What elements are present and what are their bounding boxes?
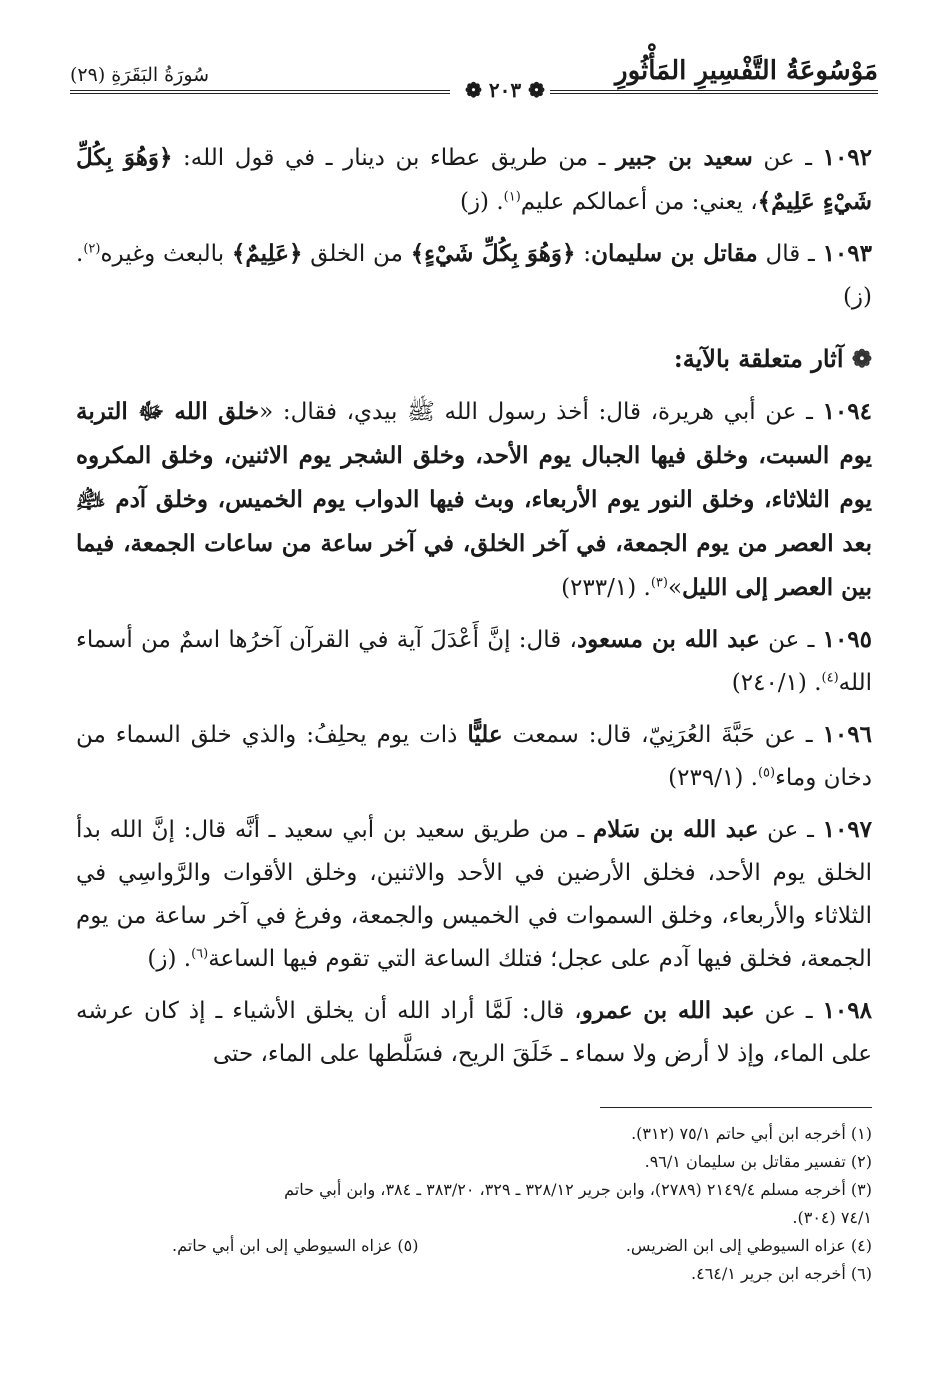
surah-title: سُورَةُ البَقَرَةِ (٢٩) xyxy=(70,64,210,86)
quran-quote: ﴿وَهُوَ بِكُلِّ شَيْءٍ عَلِيمٌ﴾ xyxy=(76,144,872,215)
narrator-name: عليًّا xyxy=(467,721,503,748)
header-rule-left xyxy=(70,90,450,94)
footnote-2: (٢) تفسير مقاتل بن سليمان ٩٦/١. xyxy=(644,1152,872,1171)
hadith-text: خلق الله ﷻ التربة يوم السبت، وخلق فيها الجبال يوم الأحد، وخلق الشجر يوم الاثنين، وخلق المكروه يوم الثلاثاء، وخلق النور يوم الأربعاء، وبث فيها الدواب يوم الخميس، وخلق آدم ﵇ بعد العصر من يوم الجمعة، في آخر الخلق، في آخر ساعة من ساعات الجمعة، فيما بين العصر إلى الليل xyxy=(76,398,872,601)
athar-1093: ١٠٩٣ ـ قال مقاتل بن سليمان: ﴿وَهُوَ بِكُلِّ شَيْءٍ﴾ من الخلق ﴿عَلِيمٌ﴾ بالبعث وغيره$^{(٢)}$. (ز) xyxy=(76,240,872,310)
athar-1097: ١٠٩٧ ـ عن عبد الله بن سَلام ـ من طريق سعيد بن أبي سعيد ـ أنَّه قال: إنَّ الله بدأ الخلق يوم الأحد، فخلق الأرضين في الأحد والاثنين، وخلق الأقوات والرَّواسِي في الثلاثاء والأربعاء، وخلق السموات في الخميس والجمعة، وفرغ في آخر ساعة من يوم الجمعة، فخلق فيها آدم على عجل؛ فتلك الساعة التي تقوم فيها الساعة$^{(٦)}$. (ز) xyxy=(76,816,873,972)
footnotes xyxy=(76,1120,872,1288)
athar-1098: ١٠٩٨ ـ عن عبد الله بن عمرو، قال: لَمَّا أراد الله أن يخلق الأشياء ـ إذ كان عرشه على الماء، وإذ لا أرض ولا سماء ـ خَلَقَ الريح، فسَلَّطها على الماء، حتى xyxy=(76,997,872,1067)
header-rule-right xyxy=(548,90,878,94)
section-heading xyxy=(76,337,872,380)
footnote-3-continued: ٧٤/١ (٣٠٤). xyxy=(792,1208,872,1227)
footnote-ref: (٥) xyxy=(757,765,776,781)
page-body xyxy=(76,136,872,1084)
footnote-separator xyxy=(600,1107,872,1108)
athar-number: ١٠٩٢ xyxy=(822,144,873,171)
footnote-ref: (٤) xyxy=(821,670,839,686)
narrator-name: عبد الله بن عمرو xyxy=(581,997,755,1024)
athar-number: ١٠٩٥ xyxy=(822,626,873,653)
footnote-ref: (٦) xyxy=(191,946,209,962)
footnote-ref: (١) xyxy=(503,189,521,205)
footnote-ref: (٣) xyxy=(650,575,668,591)
page-number: ❁ ٢٠٣ ❁ xyxy=(460,78,550,102)
footnote-5: (٥) عزاه السيوطي إلى ابن أبي حاتم. xyxy=(172,1236,419,1255)
section-title: آثار متعلقة بالآية: xyxy=(673,344,844,373)
page-header xyxy=(70,56,878,102)
footnote-ref: (٢) xyxy=(83,241,101,257)
footnote-3: (٣) أخرجه مسلم ٢١٤٩/٤ (٢٧٨٩)، وابن جرير ٣٢٨/١٢ ـ ٣٢٩، ٣٨٣/٢٠ ـ ٣٨٤، وابن أبي حاتم xyxy=(284,1180,872,1199)
athar-number: ١٠٩٦ xyxy=(822,721,872,748)
narrator-name: عبد الله بن سَلام xyxy=(592,816,759,843)
quran-quote: ﴿عَلِيمٌ﴾ xyxy=(231,240,303,267)
book-title: مَوْسُوعَةُ التَّفْسِيرِ المَأْثُورِ xyxy=(615,56,878,86)
athar-1095: ١٠٩٥ ـ عن عبد الله بن مسعود، قال: إنَّ أَعْدَلَ آية في القرآن آخرُها اسمٌ من أسماء الله$^{(٤)}$. (٢٤٠/١) xyxy=(76,626,873,696)
footnote-1: (١) أخرجه ابن أبي حاتم ٧٥/١ (٣١٢). xyxy=(631,1124,872,1143)
athar-number: ١٠٩٤ xyxy=(822,398,872,425)
athar-number: ١٠٩٨ xyxy=(822,997,872,1024)
quran-quote: ﴿وَهُوَ بِكُلِّ شَيْءٍ﴾ xyxy=(410,240,576,267)
athar-number: ١٠٩٣ xyxy=(822,240,872,267)
athar-1092: ١٠٩٢ ـ عن سعيد بن جبير ـ من طريق عطاء بن دينار ـ في قول الله: ﴿وَهُوَ بِكُلِّ شَيْءٍ عَلِيمٌ﴾، يعني: من أعمالكم عليم$^{(١)}$. (ز) xyxy=(76,144,873,215)
athar-1096: ١٠٩٦ ـ عن حَبَّةَ العُرَنِيّ، قال: سمعت عليًّا ذات يوم يحلِفُ: والذي خلق السماء من دخان وماء$^{(٥)}$. (٢٣٩/١) xyxy=(76,721,872,791)
athar-1094: ١٠٩٤ ـ عن أبي هريرة، قال: أخذ رسول الله ﷺ بيدي، فقال: «خلق الله ﷻ التربة يوم السبت، وخلق فيها الجبال يوم الأحد، وخلق الشجر يوم الاثنين، وخلق المكروه يوم الثلاثاء، وخلق النور يوم الأربعاء، وبث فيها الدواب يوم الخميس، وخلق آدم ﵇ بعد العصر من يوم الجمعة، في آخر الخلق، في آخر ساعة من ساعات الجمعة، فيما بين العصر إلى الليل»$^{(٣)}$. (٢٣٣/١) xyxy=(76,398,872,601)
athar-number: ١٠٩٧ xyxy=(822,816,873,843)
narrator-name: مقاتل بن سليمان xyxy=(591,240,758,267)
narrator-name: عبد الله بن مسعود xyxy=(576,626,760,653)
footnote-row xyxy=(172,1232,872,1260)
narrator-name: سعيد بن جبير xyxy=(616,144,753,171)
footnote-6: (٦) أخرجه ابن جرير ٤٦٤/١. xyxy=(691,1264,872,1283)
flower-ornament-icon: ❁ xyxy=(851,344,872,373)
footnote-4: (٤) عزاه السيوطي إلى ابن الضريس. xyxy=(625,1236,872,1255)
